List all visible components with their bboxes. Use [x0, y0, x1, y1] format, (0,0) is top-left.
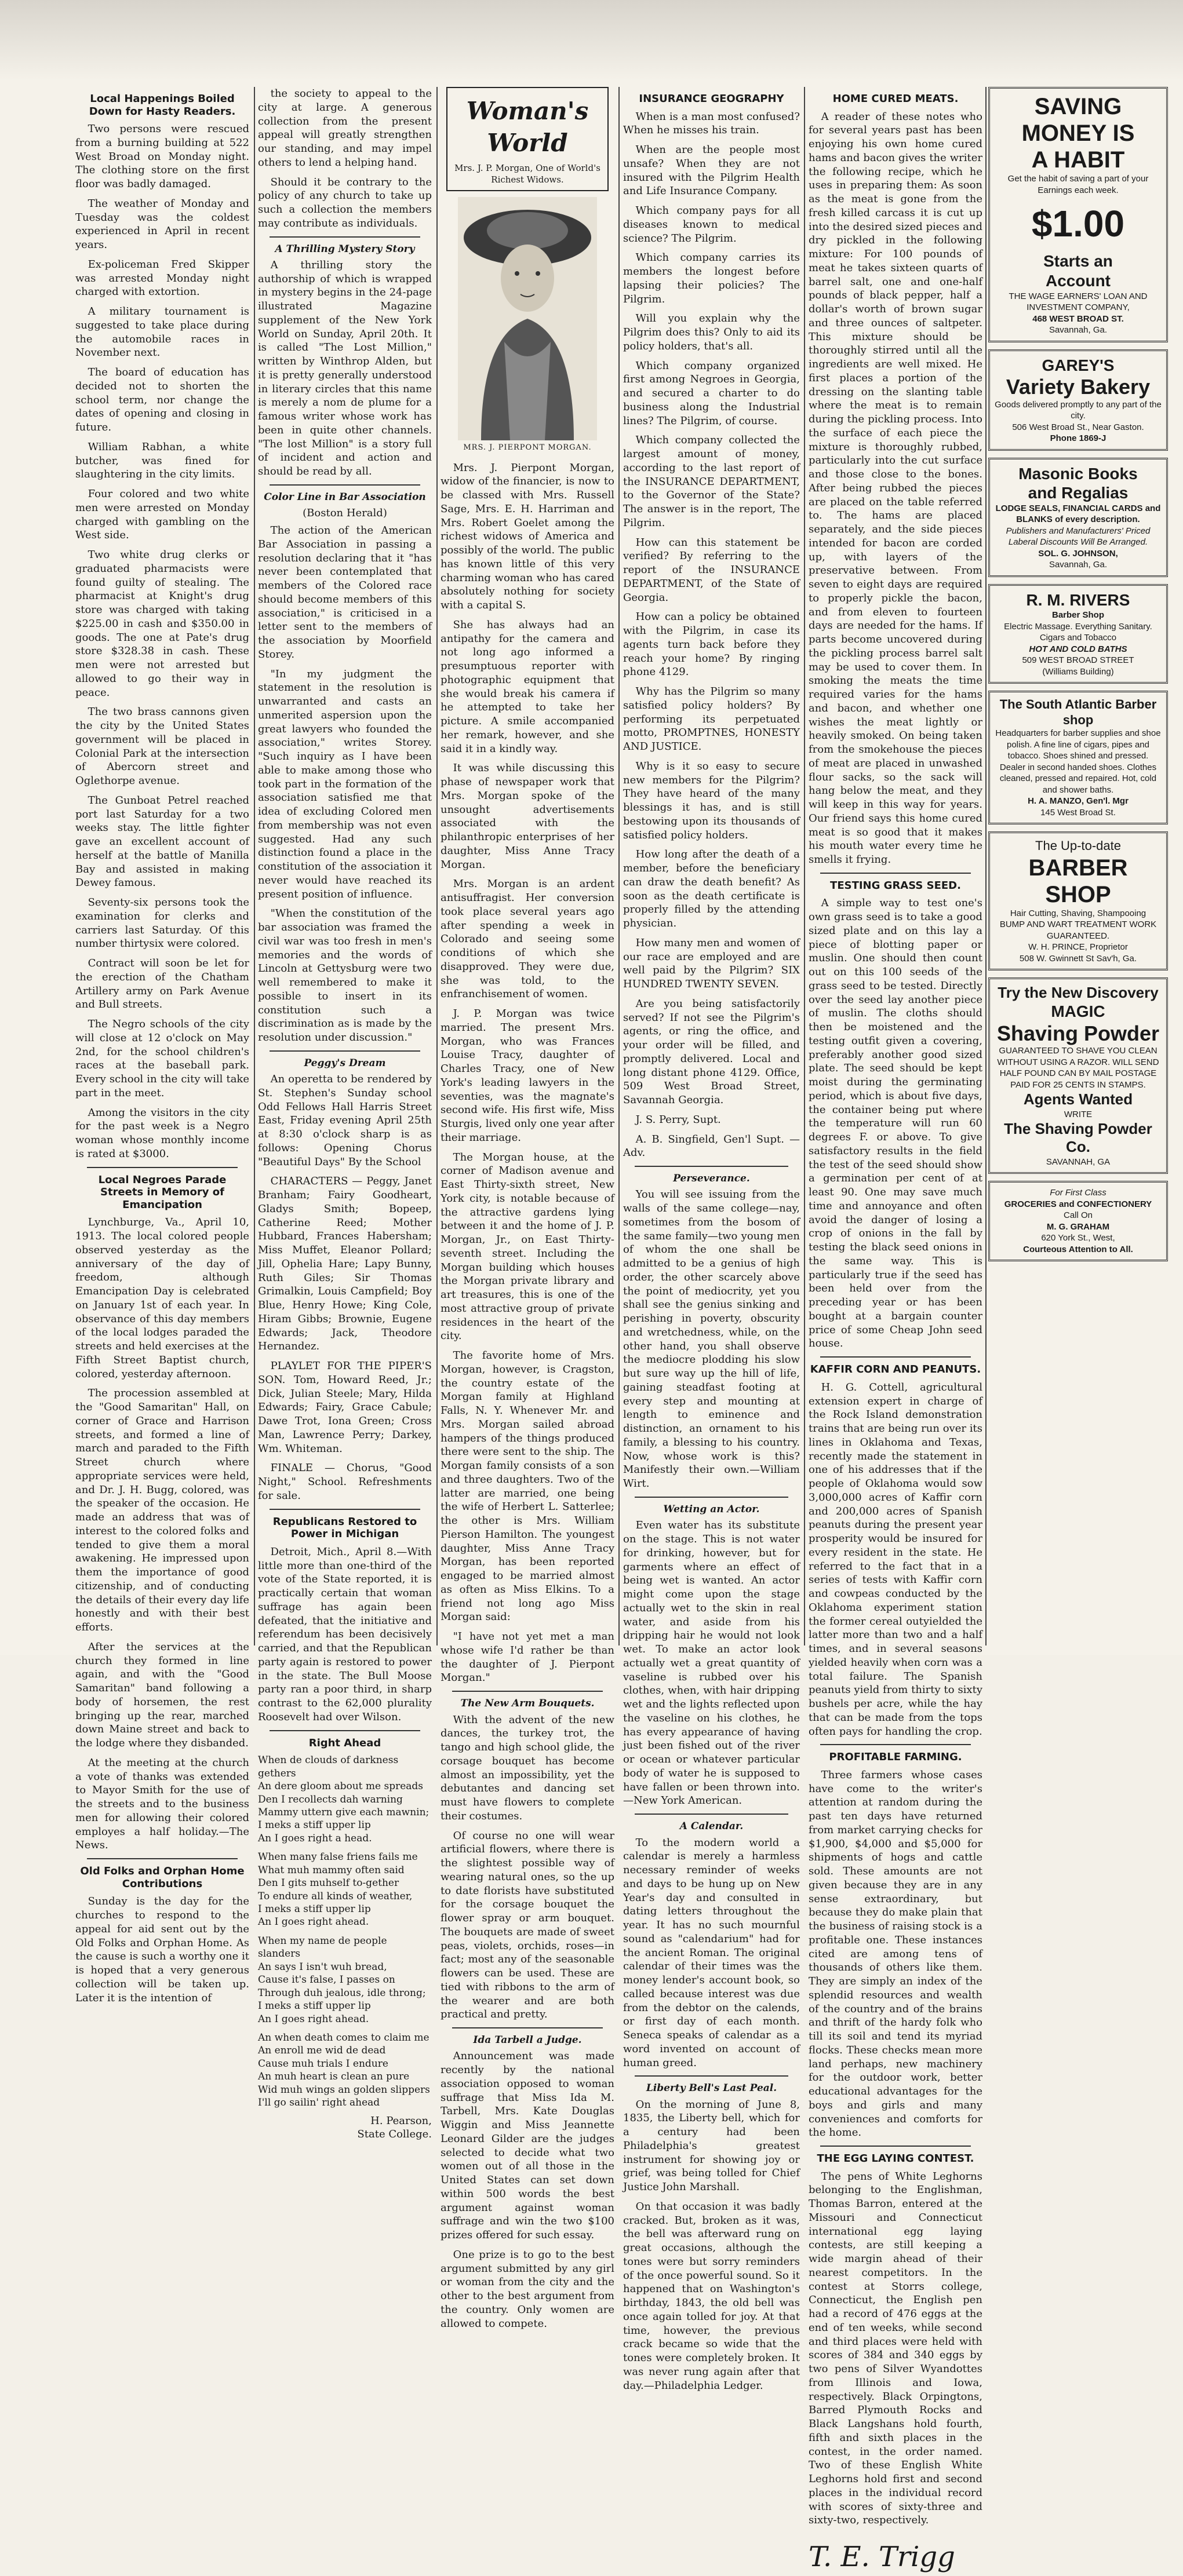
divider — [635, 1166, 788, 1167]
paragraph: When are the people most unsafe? When they are not insured with the Pilgrim Health and Life Insurance Company. — [623, 144, 800, 198]
ad-headline: GAREY'S — [1042, 356, 1115, 374]
paragraph: "When the constitution of the bar association was framed the civil war was too fresh in men's memories and the words of Lincoln at Gettysburg were two well remembered to make it possible to insert in its constitution such a discrimination as is made by the resolution under discussion." — [258, 907, 432, 1044]
paragraph: FINALE — Chorus, "Good Night," School. Refreshments for sale. — [258, 1462, 432, 1502]
paragraph: PLAYLET FOR THE PIPER'S SON. Tom, Howard Reed, Jr.; Dick, Julian Steele; Mary, Hilda Edwards; Fairy, Grace Cabule; Dawe Trot, Iona Green; Cross Man, Lawrence Perry; Darkey, Wm. Whiteman. — [258, 1360, 432, 1455]
divider — [820, 873, 971, 874]
headline: THE EGG LAYING CONTEST. — [817, 2152, 974, 2165]
article-body — [75, 1895, 249, 2005]
ad-bakery — [988, 349, 1168, 451]
paragraph: "In my judgment the statement in the resolution is unwarranted and casts an unmerited aspersion upon the great lawyers who founded the association," writes Storey. "Such inquiry as I have been able to make among those who took part in the formation of the association satisfied me that idea of excluding Colored men from membership was not even suggested. Had any such distinction found a place in the constitution of the association it never would have reached its present position of influence. — [258, 667, 432, 900]
article-body — [809, 110, 982, 867]
paragraph: Among the visitors in the city for the past week is a Negro woman whose monthly income is rated at $3000. — [75, 1106, 249, 1160]
paragraph: The Negro schools of the city will close at 12 o'clock on May 2nd, for the school children's races at the baseball park. Every school in the city will take part in the meet. — [75, 1018, 249, 1099]
poem-line: When many false friens fails me — [258, 1851, 418, 1863]
ad-headline: Masonic Books — [1018, 464, 1138, 483]
paragraph: Two persons were rescued from a burning building at 522 West Broad on Monday night. The clothing store on the first floor was badly damaged. — [75, 123, 249, 191]
ad-price: $1.00 — [1031, 203, 1125, 245]
column-5 — [809, 87, 982, 2574]
paragraph: After the services at the church they formed in line again, and with the "Good Samaritan" band following a body of horsemen, the rest bringing up the rear, marched down Maine street and back to the lodge where they disbanded. — [75, 1640, 249, 1750]
ad-text: HOT AND COLD BATHS — [1029, 644, 1127, 654]
poem-line: Cause muh trials I endure — [258, 2057, 388, 2070]
poem-line: An I goes right a head. — [258, 1832, 372, 1844]
ad-text: Agents Wanted — [1023, 1090, 1133, 1108]
poem-author-title: State College. — [357, 2128, 432, 2141]
divider — [87, 1858, 238, 1859]
ad-headline: The South Atlantic Barber shop — [999, 697, 1157, 727]
divider — [270, 1050, 420, 1052]
paragraph: CHARACTERS — Peggy, Janet Branham; Fairy Goodheart, Gladys Smith; Bopeep, Catherine Reed; Mother Hubbard, Frances Habersham; Miss Muffet, Eleanor Pollard; Jill, Ophelia Hare; Lapy Bunny, Ruth Giles; Sir Thomas Grimalkin, Louis Campfield; Boy Blue, Henry Howe; King Cole, Hiram Gibbs; Brownie, Eugene Edwards; Jack, Theodore Hernandez. — [258, 1175, 432, 1353]
headline: Local Negroes Parade Streets in Memory of Emancipation — [98, 1173, 227, 1211]
paragraph: On the morning of June 8, 1835, the Liberty bell, which for a century had been Philadelphia's greatest instrument for showing joy or grief, was being tolled for Chief Justice John Marshall. — [623, 2098, 800, 2194]
poem — [258, 1754, 432, 2109]
paragraph: Four colored and two white men were arrested on Monday charged with gambling on the West side. — [75, 488, 249, 542]
article-body — [75, 122, 249, 1161]
paragraph: Are you being satisfactorily served? If not see the Pilgrim's agents, or ring the office, and your order will be filled, and promptly delivered. Local and long distant phone 4129. Office, 509 West Broad Street, Savannah Georgia. — [623, 997, 800, 1107]
paragraph: At the meeting at the church a vote of thanks was extended to Mayor Smith for the use of the streets and to the business men for allowing their colored employes a half holiday.—The News. — [75, 1756, 249, 1852]
ad-headline: R. M. RIVERS — [1026, 590, 1130, 609]
article-body — [258, 87, 432, 231]
poem-line — [258, 2026, 432, 2031]
ad-text: For First Class — [1050, 1188, 1106, 1198]
ad-text: Call On — [1063, 1210, 1093, 1221]
divider — [820, 1744, 971, 1745]
source-line: (Boston Herald) — [303, 507, 387, 520]
paragraph: Why is it so easy to secure new members for the Pilgrim? They have heard of the many blessings it has, and is still bestowing upon its thousands of satisfied policy holders. — [623, 760, 800, 841]
divider — [820, 2146, 971, 2147]
paragraph: The procession assembled at the "Good Samaritan" Hall, on corner of Grace and Harrison streets, and formed a line of march and paraded to the Fifth Street church where appropriate services were held, and Dr. J. H. Bugg, colored, was the speaker of the occasion. He made an address that was of interest to the colored folks and tended to give them a moral awakening. He impressed upon them the importance of good citizenship, and of conducting the details of their every day life honestly and with their best efforts. — [75, 1387, 249, 1634]
ad-text: BUMP AND WART TREATMENT WORK GUARANTEED. — [999, 920, 1157, 941]
paragraph: Should it be contrary to the policy of any church to take up such a collection the members may contribute as individuals. — [258, 176, 432, 229]
ad-text: Laberal Discounts Will Be Arranged. — [1008, 537, 1148, 548]
ad-address: 468 WEST BROAD ST. — [1032, 313, 1124, 324]
ad-address: 509 WEST BROAD STREET — [1022, 655, 1134, 666]
poem-line — [258, 1845, 432, 1851]
paragraph: J. P. Morgan was twice married. The present Mrs. Morgan, who was Frances Louise Tracy, daughter of Charles Tracy, one of New York's leading lawyers in the seventies, was the magnate's second wife. His first wife, Miss Sturgis, lived only one year after their marriage. — [441, 1008, 614, 1144]
divider — [452, 2027, 603, 2028]
ad-text: WRITE — [1064, 1109, 1093, 1119]
paragraph: It was while discussing this phase of newspaper work that Mrs. Morgan spoke of the unsought advertisements associated with the philanthropic enterprises of her daughter, Miss Anne Tracy Morgan. — [441, 762, 614, 871]
poem-line: An when death comes to claim me — [258, 2031, 429, 2044]
paragraph: The board of education has decided not to shorten the school term, nor change the dates of opening and closing in future. — [75, 366, 249, 434]
ad-name: SOL. G. JOHNSON, — [1038, 548, 1118, 559]
poem-line: Mammy uttern give each mawnin; — [258, 1806, 429, 1818]
poem-line: Through duh jealous, idle throng; — [258, 1987, 426, 1999]
column-1 — [75, 87, 249, 2004]
ad-city: SAVANNAH, GA — [1046, 1156, 1111, 1167]
paragraph: Lynchburge, Va., April 10, 1913. The local colored people observed yesterday as the anniversary of the day of freedom, although Emancipation Day is celebrated on January 1st of each year. In observance of this day members of the local lodges paraded the streets and held exercises at the Fifth Street Baptist church, colored, yesterday afternoon. — [75, 1216, 249, 1380]
headline: Liberty Bell's Last Peal. — [646, 2082, 777, 2095]
ad-text: Get the habit of saving a part of your Earnings each week. — [1007, 174, 1149, 195]
article-body — [258, 1072, 432, 1503]
headline: A Thrilling Mystery Story — [275, 243, 415, 255]
paragraph: The two brass cannons given the city by the United States government will be placed in Colonial Park at the intersection of Abercorn street and Oglethorpe avenue. — [75, 706, 249, 787]
column-rule — [804, 87, 805, 1645]
paragraph: Three farmers whose cases have come to the writer's attention at random during the past ten days have returned from market carrying checks for $1,900, $4,000 and $5,000 for shipments of hogs and cattle sold. These amounts are not given because they are in any sense extraordinary, but because they do make plain that the business of raising stock is a profitable one. These instances cited are among tens of thousands of others like them. They are simply an index of the splendid resources and wealth of the country and of the brains and thrift of the hardy folk who till its soil and tend its myriad flocks. These checks mean more land perhaps, new machinery for the outdoor work, better educational advantages for the boys and girls and many conveniences and comforts for the home. — [809, 1768, 982, 2139]
divider — [270, 1730, 420, 1731]
ad-headline: A HABIT — [1031, 147, 1125, 173]
paragraph: When is a man most confused? When he misses his train. — [623, 110, 800, 137]
poem-line: An muh heart is clean an pure — [258, 2071, 410, 2083]
ad-graham-groceries — [988, 1181, 1168, 1261]
poem-line: I meks a stiff upper lip — [258, 2000, 371, 2012]
paragraph: "I have not yet met a man whose wife I'd rather be than the daughter of J. Pierpont Morgan." — [441, 1630, 614, 1684]
ad-text: Publishers and Manufacturers' Priced — [1006, 526, 1151, 536]
ad-phone: Phone 1869-J — [1050, 433, 1106, 444]
ad-subhead: The Up-to-date — [1035, 838, 1121, 853]
divider — [270, 484, 420, 486]
poem-line: When de clouds of darkness gethers — [258, 1754, 399, 1779]
headline: A Calendar. — [679, 1820, 744, 1833]
ad-text: Dealer in second handed shoes. Clothes cleaned, pressed and repaired. Hot, cold and shower baths. — [999, 762, 1157, 795]
poem-line: An enroll me wid de dead — [258, 2045, 386, 2057]
column-rule — [254, 87, 255, 1645]
poem-line: Wid muh wings an golden slippers — [258, 2084, 430, 2096]
ad-address: 508 W. Gwinnett St Sav'h, Ga. — [1019, 953, 1137, 964]
divider — [87, 1167, 238, 1168]
paragraph: An operetta to be rendered by St. Stephen's Sunday school Odd Fellows Hall Harris Street East, Friday evening April 25th at 8:30 o'clock sharp is as follows: Opening Chorus "Beautiful Days" By the School — [258, 1073, 432, 1168]
poem-line: Den I gits muhself to-gether — [258, 1877, 399, 1889]
paragraph: Seventy-six persons took the examination for clerks and carriers last Saturday. Of this number thirtysix were colored. — [75, 896, 249, 950]
paragraph: the society to appeal to the city at large. A generous collection from the present appeal will greatly strengthen our standing, and may impel others to lend a helping hand. — [258, 87, 432, 169]
paragraph: She has always had an antipathy for the camera and not long ago informed a presumptuous reporter with photographic equipment that she would break his camera if he attempted to take her picture. A smile accompanied her remark, however, and she said it in a kindly way. — [441, 618, 614, 755]
paragraph: The favorite home of Mrs. Morgan, however, is Cragston, the country estate of the Morgan family at Highland Falls, N. Y. Whenever Mr. and Mrs. Morgan sailed abroad hampers of the things produced there were sent to the ship. The Morgan family consists of a son and three daughters. Two of the latter are married, one being the wife of Herbert L. Satterlee; the other is Mrs. William Pierson Hamilton. The youngest daughter, Miss Anne Tracy Morgan, has been reported engaged to be married almost as often as Miss Elkins. To a friend not long ago Miss Morgan said: — [441, 1349, 614, 1623]
ad-headline: Shaving Powder — [996, 1021, 1160, 1046]
paragraph: A. B. Singfield, Gen'l Supt. —Adv. — [623, 1133, 800, 1159]
ad-up-to-date-barber — [988, 831, 1168, 970]
portrait-illustration — [458, 197, 597, 440]
signature: T. E. Trigg — [809, 2541, 955, 2574]
ad-subhead: Barber Shop — [1051, 610, 1104, 621]
headline: Local Happenings Boiled Down for Hasty Readers. — [89, 93, 236, 118]
ad-address: 506 West Broad St., Near Gaston. — [1012, 422, 1144, 432]
paragraph: Which company organized first among Negroes in Georgia, and secured a charter to do business along the Industrial lines? The Pilgrim, of course. — [623, 359, 800, 427]
ad-name: H. A. MANZO, Gen'l. Mgr — [1028, 796, 1129, 807]
ad-text: Account — [1046, 272, 1111, 290]
ad-text: Electric Massage. Everything Sanitary. Cigars and Tobacco — [1004, 621, 1152, 643]
ad-shaving-powder — [988, 977, 1168, 1174]
paragraph: A simple way to test one's own grass seed is to take a good sized plate and on this lay a piece of blotting paper or muslin. One should then count out on this 100 seeds of the grass seed to be tested. Directly over the seed lay another piece of muslin. The cloths should then be moistened and the testing outfit given a covering, preferably another good sized plate. The seed should be kept moist during the germinating period, which is about five days, the container being put where the temperature will run 60 degrees F. or above. To give satisfactory results in the field the test of the seed should show a germination per cent of at least 90. One may save much time and annoyance and often avoid the danger of losing a crop of onions in the fall by testing the black seed onions in the same way. This is particularly true if the seed has been held over from the preceding year or has been bought at a bargain counter price of some Cheap John seed house. — [809, 897, 982, 1350]
article-body — [809, 1381, 982, 1739]
headline: Old Folks and Orphan Home Contributions — [80, 1865, 245, 1890]
ad-headline: Variety Bakery — [1006, 375, 1151, 399]
paragraph: The pens of White Leghorns belonging to the Englishman, Thomas Barron, entered at the Missouri and Connecticut international egg laying contests, are still keeping a wide margin ahead of their nearest competitors. In the contest at Storrs college, Connecticut, the English pen had a record of 476 eggs at the end of ten weeks, while second and third places were held with scores of 384 and 340 eggs by two pens of Silver Wyandottes from Illinois and Iowa, respectively. Black Orpingtons, Barred Plymouth Rocks and Black Langshans hold fourth, fifth and sixth places in the contest, in the order named. Two of these English White Leghorns hold first and second places in the individual record with scores of sixty-three and sixty-two, respectively. — [809, 2170, 982, 2527]
column-rule — [985, 87, 987, 1645]
poem-author: H. Pearson, — [370, 2114, 432, 2127]
poem-line: When my name de people slanders — [258, 1935, 387, 1960]
paragraph: How many men and women of our race are employed and are well paid by the Pilgrim? SIX HUNDRED TWENTY SEVEN. — [623, 936, 800, 991]
article-body — [441, 2049, 614, 2330]
ad-text: Headquarters for barber supplies and shoe polish. A fine line of cigars, pipes and tobacco. Shoes shined and pressed. — [995, 728, 1161, 761]
ad-name: M. G. GRAHAM — [1046, 1221, 1110, 1232]
headline: Ida Tarbell a Judge. — [473, 2034, 582, 2046]
scan-edge — [0, 0, 1183, 81]
paragraph: Two white drug clerks or graduated pharmacists were found guilty of stealing. The pharmacist at Knight's drug store was charged with taking $225.00 in cash and $350.00 in goods. The one at Pate's drug store $328.38 in cash. These men were not arrested but allowed to go their way in peace. — [75, 549, 249, 699]
headline: Color Line in Bar Association — [264, 491, 426, 503]
paragraph: You will see issuing from the walls of the same college—nay, sometimes from the bosom of the same family—two young men of whom the one shall be admitted to be a genius of high order, the other scarcely above the point of mediocrity, yet you shall see the genius sinking and perishing in poverty, obscurity and wretchedness, while, on the other hand, you shall observe the mediocre plodding his slow but sure way up the hill of life, gaining steadfast footing at every step and mounting at length to eminence and distinction, an ornament to his family, a blessing to his country. Now, whose work is this? Manifestly their own.—William Wirt. — [623, 1188, 800, 1490]
paragraph: Of course no one will wear artificial flowers, where there is the slightest possible way of wearing natural ones, so the up to date florists have substituted for the corsage bouquet the flower spray or arm bouquet. The bouquets are made of sweet peas, violets, orchids, roses—in fact; most any of the seasonable flowers can be used. These are tied with ribbons to the arm of the wearer and are both practical and pretty. — [441, 1829, 614, 2021]
ad-text: Hair Cutting, Shaving, Shampooing — [1010, 908, 1146, 918]
paragraph: The Morgan house, at the corner of Madison avenue and East Thirty-sixth street, New York city, is notable because of the attractive gardens lying between it and the home of J. P. Morgan, Jr., on East Thirty-seventh street. Including the Morgan building which houses the Morgan private library and art treasures, this is one of the most attractive group of private residences in the heart of the city. — [441, 1151, 614, 1342]
article-body — [75, 1216, 249, 1852]
ad-headline: GROCERIES and CONFECTIONERY — [1004, 1199, 1152, 1209]
paragraph: Will you explain why the Pilgrim does this? Only to aid its policy holders, that's all. — [623, 312, 800, 352]
headline: The New Arm Bouquets. — [460, 1698, 595, 1710]
article-body — [258, 524, 432, 1045]
paragraph: The action of the American Bar Association in passing a resolution declaring that it "has never been contemplated that members of the Colored race should become members of this association," is criticised in a letter sent to the members of the association by Moorfield Storey. — [258, 524, 432, 661]
poem-line: An says I isn't wuh bread, — [258, 1961, 387, 1973]
poem-line: Cause it's false, I passes on — [258, 1974, 395, 1986]
paragraph: Detroit, Mich., April 8.—With little more than one-third of the vote of the State reported, it is practically certain that woman suffrage has again been defeated, that the initiative and referendum has been decisively carried, and that the Republican party again is restored to power in the state. The Bull Moose party ran a poor third, in sharp contrast to the 62,000 plurality Roosevelt had over Wilson. — [258, 1545, 432, 1723]
ad-headline: BARBER SHOP — [1028, 855, 1128, 907]
article-body — [623, 2098, 800, 2393]
divider — [270, 236, 420, 238]
ad-text: Starts an — [1043, 252, 1113, 271]
ad-headline: MAGIC — [1051, 1002, 1105, 1021]
divider — [452, 1691, 603, 1692]
ad-text: GUARANTEED TO SHAVE YOU CLEAN WITHOUT USING A RAZOR. WILL SEND HALF POUND CAN BY MAIL POSTAGE PAID FOR 25 CENTS IN STAMPS. — [997, 1046, 1159, 1090]
ad-headline: MONEY IS — [1021, 121, 1135, 146]
paragraph: Announcement was made recently by the national association opposed to woman suffrage that Miss Ida M. Tarbell, Mrs. Kate Douglas Wiggin and Miss Jeannette Leonard Gilder are the judges selected to decide what two women out of all those in the United States can set down within 500 words the best argument against woman suffrage and win the two $100 prizes offered for such essay. — [441, 2050, 614, 2242]
column-4 — [623, 87, 800, 2392]
paragraph: Why has the Pilgrim so many satisfied policy holders? By performing its perpetuated motto, PROMPTNES, HONESTY AND JUSTICE. — [623, 685, 800, 753]
paragraph: Which company collected the largest amount of money, according to the last report of the INSURANCE DEPARTMENT, to the Governor of the State? The answer is in the report, The Pilgrim. — [623, 434, 800, 529]
ad-company: THE WAGE EARNERS' LOAN AND INVESTMENT COMPANY, — [1009, 291, 1148, 313]
paragraph: Which company carries its members the longest before lapsing their policies? The Pilgrim. — [623, 251, 800, 305]
paragraph: The weather of Monday and Tuesday was the coldest experienced in April in recent years. — [75, 197, 249, 251]
headline: Wetting an Actor. — [663, 1503, 760, 1515]
poem-line: I'll go sailin' right ahead — [258, 2097, 380, 2109]
article-body — [441, 461, 614, 1685]
paragraph: How can this statement be verified? By referring to the report of the INSURANCE DEPARTMENT, of the State of Georgia. — [623, 536, 800, 604]
column-2 — [258, 87, 432, 2141]
article-body — [623, 110, 800, 1161]
article-body — [623, 1188, 800, 1491]
divider — [635, 2075, 788, 2077]
paragraph: Sunday is the day for the churches to respond to the appeal for aid sent out by the Old Folks and Orphan Home. As the cause is such a worthy one it is hoped that a very generous collection will be taken up. Later it is the intention of — [75, 1895, 249, 2004]
paragraph: J. S. Perry, Supt. — [635, 1113, 721, 1126]
article-body — [623, 1836, 800, 2070]
poem-line: An I goes right ahead. — [258, 2013, 369, 2025]
ad-headline: The Shaving Powder Co. — [1004, 1120, 1152, 1156]
paragraph: Mrs. J. Pierpont Morgan, widow of the financier, is now to be classed with Mrs. Russell Sage, Mrs. E. H. Harriman and Mrs. Robert Goelet among the richest widows of America and possibly of the world. The public has known little of this very charming woman who has cared absolutely nothing for society with a capital S. — [441, 461, 614, 612]
paragraph: One prize is to go to the best argument submitted by any girl or woman from the city and the other to the best argument from the country. Only women are allowed to compete. — [441, 2248, 614, 2330]
article-body — [809, 1768, 982, 2140]
poem-line: An dere gloom about me spreads — [258, 1780, 424, 1793]
poem-line: I meks a stiff upper lip — [258, 1903, 371, 1915]
column-rule — [618, 87, 620, 1645]
poem-line: Den I recollects dah warning — [258, 1793, 403, 1805]
ad-text: LODGE SEALS, FINANCIAL CARDS and BLANKS of every description. — [995, 503, 1161, 525]
poem-line: What muh mammy often said — [258, 1864, 405, 1876]
paragraph: A thrilling story the authorship of which is wrapped in mystery begins in the 24-page illustrated Magazine supplement of the New York World on Sunday, April 20th. It is called "The Lost Million," written by Winthrop Alden, but it is pretty generally understood in literary circles that this name is merely a nom de plume for a famous writer whose work has been in quite other channels. "The lost Million" is a story full of incident and action and should be read by all. — [258, 258, 432, 478]
paragraph: How can a policy be obtained with the Pilgrim, in case its agents turn back before they reach your home? By ringing phone 4129. — [623, 611, 800, 678]
paragraph: William Rabhan, a white butcher, was fined for slaughtering in the city limits. — [75, 440, 249, 481]
ad-text: Courteous Attention to All. — [1023, 1244, 1133, 1254]
paragraph: To the modern world a calendar is merely a harmless necessary reminder of weeks and days to be hung up on New Year's day and consulted in dating letters throughout the year. It has no such mournful sound as "calendarium" had for the ancient Roman. The original calendar of their times was the money lender's account book, so called because interest was due from the debtor on the calends, or first day of each month. Seneca speaks of calendar as a word invented on account of human greed. — [623, 1836, 800, 2069]
ad-headline: Try the New Discovery — [998, 984, 1159, 1002]
paragraph: With the advent of the new dances, the turkey trot, the tango and high school glide, the corsage bouquet has become almost an impossibility, yet the debutantes and dancing set must have flowers to complete their costumes. — [441, 1713, 614, 1822]
section-subtitle: Mrs. J. P. Morgan, One of World's Richest Widows. — [454, 162, 600, 185]
ad-city: Savannah, Ga. — [1049, 560, 1108, 570]
paragraph: Which company pays for all diseases known to medical science? The Pilgrim. — [623, 205, 800, 245]
ad-headline: and Regalias — [1028, 484, 1129, 502]
paragraph: Mrs. Morgan is an ardent antisuffragist. Her conversion took place several years ago after spending a week in Colorado and seeing some conditions of which she disapproved. They were due, she was told, to the enfranchisement of women. — [441, 878, 614, 1001]
ad-text: (Williams Building) — [1042, 666, 1114, 677]
article-body — [809, 2170, 982, 2528]
paragraph: A reader of these notes who for several years past has been enjoying his own home cured hams and bacon gives the writer the following recipe, which he uses in preparing them: As soon as the meat is gone from the fresh killed carcass it is cut up into the desired sized pieces and dry pickled in the following mixture: For 100 pounds of meat he takes sixteen quarts of barrel salt, one and one-half pounds of black pepper, half a dollar's worth of brown sugar and three ounces of saltpeter. This mixture should be thoroughly stirred until all the ingredients are well mixed. He first places a portion of the dressing on the slanting table where the meat is to remain during the pickling process. Into the surface of each piece the mixture is thoroughly rubbed, particularly into the cut surface and those close to the bones. After being rubbed the pieces are placed on the table referred to. The hams are placed separately, and the side pieces intended for bacon are corded up, with layers of the preservative between. From seven to eight days are required to properly pickle the bacon, and from eleven to fourteen days are needed for the hams. If parts become uncovered during the pickling process barrel salt may be used to cover them. In smoking the meats the time required varies for the hams and bacon, and whether one wishes the meat lightly or heavily smoked. On being taken from the smokehouse the pieces of meat are placed in unwashed flour sacks, so the sack will hang below the meat, and they will keep in this way for years. Our friend says this home cured meat is so good that it makes his mouth water every time he smells it frying. — [809, 110, 982, 866]
paragraph: A military tournament is suggested to take place during the automobile races in November next. — [75, 305, 249, 359]
headline: PROFITABLE FARMING. — [829, 1751, 962, 1764]
headline: Right Ahead — [308, 1736, 381, 1749]
portrait-caption: MRS. J. PIERPONT MORGAN. — [463, 443, 592, 453]
headline: Peggy's Dream — [304, 1057, 386, 1069]
column-3 — [441, 87, 614, 2330]
ad-masonic — [988, 458, 1168, 577]
paragraph: On that occasion it was badly cracked. But, broken as it was, the bell was afterward rung on great occasions, although the tones were but sorry reminders of the once powerful sound. So it happened that on Washington's birthday, 1843, the old bell was once again tolled for joy. At that time, however, the previous crack became so wide that the tones were completely broken. It was never rung again after that day.—Philadelphia Ledger. — [623, 2200, 800, 2392]
headline: Perseverance. — [673, 1173, 750, 1185]
divider — [820, 1356, 971, 1358]
ad-name: W. H. PRINCE, Proprietor — [1028, 942, 1128, 953]
ad-address: 145 West Broad St. — [1040, 807, 1116, 818]
poem-line: To endure all kinds of weather, — [258, 1890, 413, 1902]
paragraph: The Gunboat Petrel reached port last Saturday for a two weeks stay. The little fighter gave an excellent account of herself at the battle of Manilla Bay and assisted in making Dewey famous. — [75, 794, 249, 889]
headline: KAFFIR CORN AND PEANUTS. — [810, 1363, 981, 1376]
divider — [270, 1509, 420, 1510]
headline: HOME CURED MEATS. — [832, 93, 959, 105]
poem-line: An I goes right ahead. — [258, 1916, 369, 1928]
divider — [635, 1497, 788, 1498]
ad-city: Savannah, Ga. — [1049, 325, 1108, 335]
womans-world-box — [446, 87, 609, 191]
poem-line — [258, 1929, 432, 1935]
article-body — [623, 1519, 800, 1808]
headline: INSURANCE GEOGRAPHY — [639, 93, 784, 105]
paragraph: H. G. Cottell, agricultural extension expert in charge of the Rock Island demonstration trains that are being run over its lines in Oklahoma and Texas, recently made the statement in one of his addresses that if the people of Oklahoma would sow 3,000,000 acres of Kaffir corn and 200,000 acres of Spanish peanuts during the present year prosperity would be insured for every resident in the state. He referred to the fact that in a series of tests with Kaffir corn and cowpeas conducted by the Oklahoma experiment station the former cereal outyielded the latter more than two and a half times, and in several seasons yielded heavily when corn was a total failure. The Spanish peanuts yield from thirty to sixty bushels per acre, while the hay that can be made from the tops often pays for handling the crop. — [809, 1381, 982, 1738]
article-body — [258, 1545, 432, 1724]
paragraph: How long after the death of a member, before the beneficiary can draw the death benefit? As soon as the death certificate is properly filled by the attending physician. — [623, 848, 800, 930]
ad-address: 620 York St., West, — [1041, 1233, 1115, 1243]
article-body — [809, 896, 982, 1351]
article-body — [441, 1713, 614, 2022]
article-body — [258, 258, 432, 479]
ad-headline: SAVING — [1034, 94, 1122, 119]
poem-line: I meks a stiff upper lip — [258, 1819, 371, 1831]
paragraph: Contract will soon be let for the erection of the Chatham Artillery army on Park Avenue and Bull streets. — [75, 957, 249, 1011]
column-6-ads — [988, 87, 1168, 1645]
paragraph: Ex-policeman Fred Skipper was arrested Monday night charged with extortion. — [75, 258, 249, 298]
ad-south-atlantic-barber — [988, 691, 1168, 824]
divider — [635, 1814, 788, 1815]
paragraph: Even water has its substitute on the stage. This is not water for drinking, however, but for garments where an effect of being wet is wanted. An actor might come upon the stage actually wet to the skin in real water, and aside from his dripping hair he would not look wet. To make an actor look actually wet a great quantity of vaseline is rubbed over his clothes, when, with hair dripping wet and the lights reflected upon the vaseline on his clothes, he has every appearance of having just been fished out of the river or ocean or whatever particular body of water he is supposed to have fallen or been thrown into.—New York American. — [623, 1519, 800, 1807]
headline: TESTING GRASS SEED. — [830, 879, 961, 892]
ad-wage-earners — [988, 87, 1168, 342]
column-rule — [436, 87, 438, 1645]
headline: Republicans Restored to Power in Michigan — [272, 1515, 417, 1541]
ad-rivers-barber — [988, 584, 1168, 684]
ad-text: Goods delivered promptly to any part of the city. — [995, 399, 1162, 421]
section-title: Woman's World — [466, 97, 589, 158]
